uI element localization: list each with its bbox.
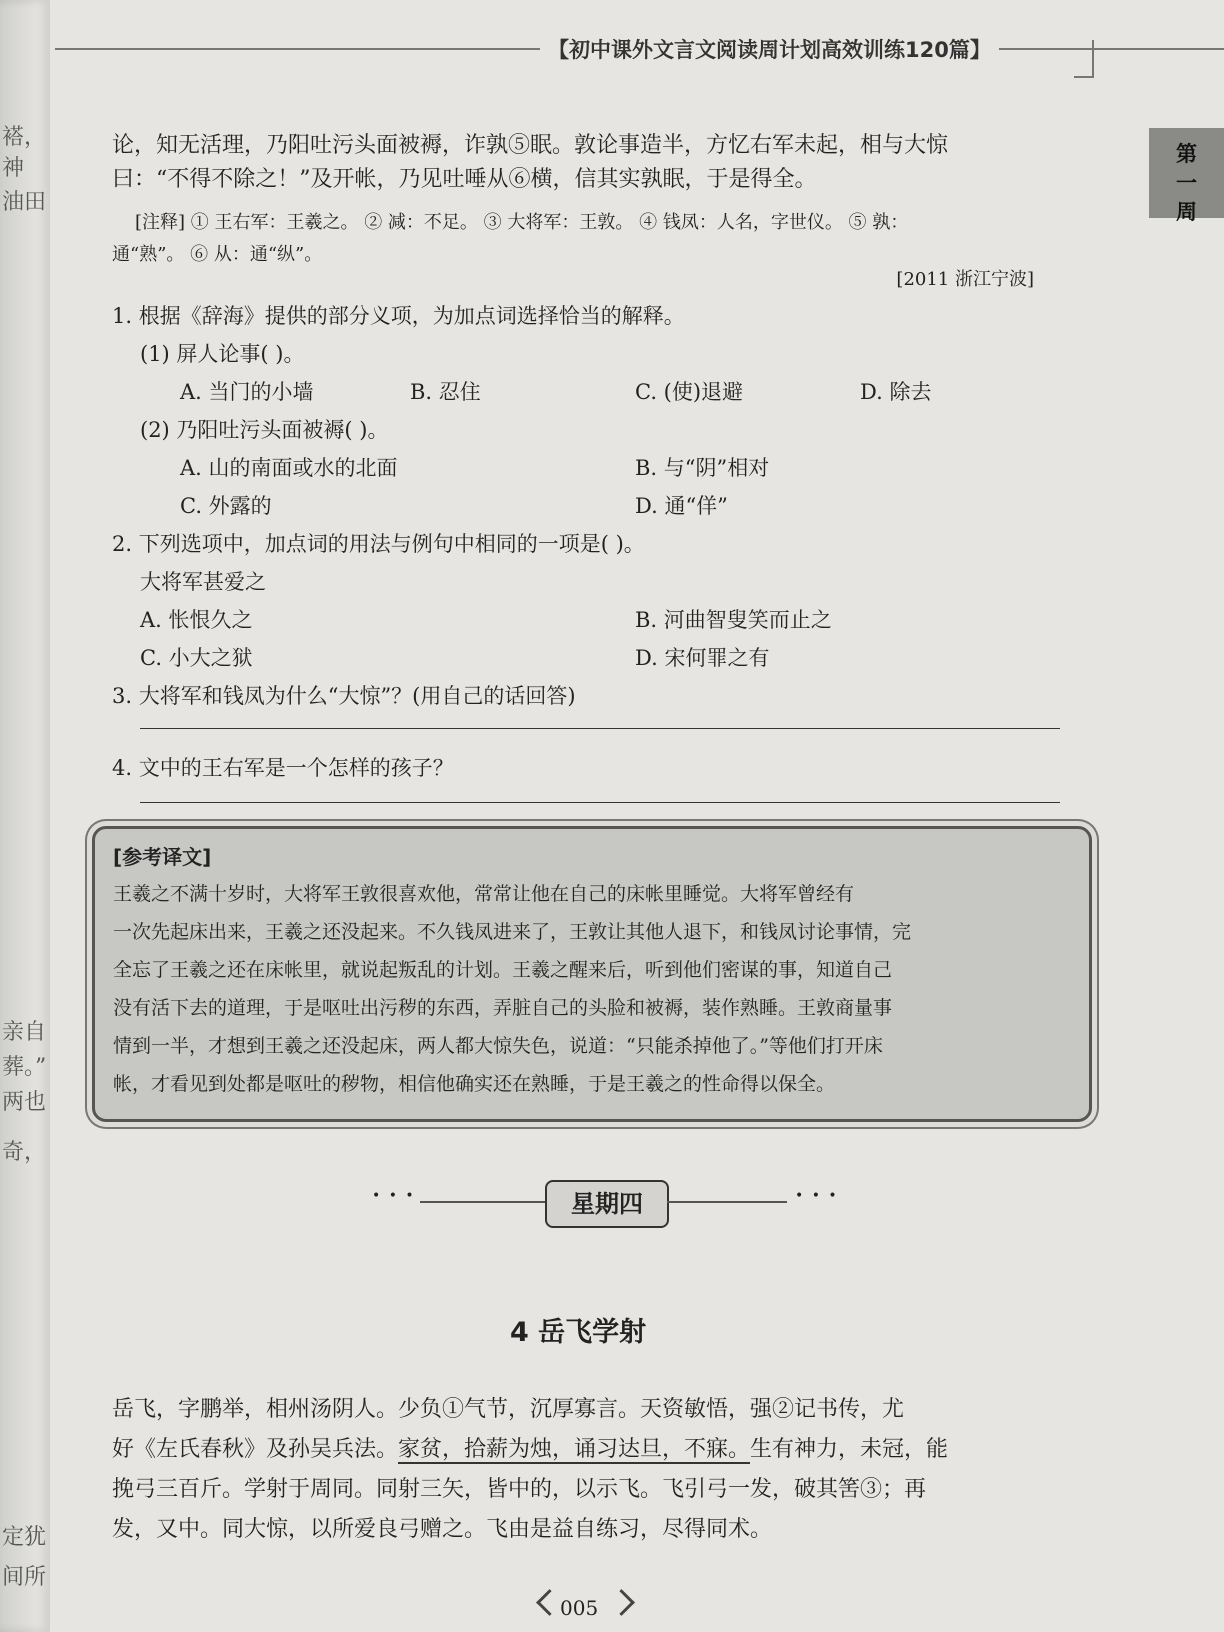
left-margin-text: 奇， — [2, 1140, 47, 1165]
option: C. 小大之狱 — [140, 646, 253, 670]
question-1-sub1: (1) 屏人论事( )。 — [140, 342, 305, 366]
passage-line: 曰：“不得不除之！”及开帐，乃见吐唾从⑥横，信其实孰眠，于是得全。 — [112, 167, 817, 192]
left-margin-text: 油田 — [2, 190, 47, 215]
story-title: 4 岳飞学射 — [510, 1317, 647, 1348]
option: B. 忍住 — [410, 380, 481, 404]
reference-translation-box — [92, 826, 1092, 1122]
story-line: 挽弓三百斤。学射于周同。同射三矢，皆中的，以示飞。飞引弓一发，破其筈③；再 — [112, 1477, 927, 1502]
answer-line[interactable] — [140, 802, 1060, 803]
question-4-stem: 4. 文中的王右军是一个怎样的孩子？ — [112, 756, 454, 780]
day-dots-right: • • • — [795, 1188, 839, 1204]
day-divider-left — [420, 1201, 545, 1203]
week-tab — [1149, 128, 1224, 224]
reference-title: [参考译文] — [113, 845, 212, 869]
passage-line: 论，知无活理，乃阳吐污头面被褥，诈孰⑤眠。敦论事造半，方忆右军未起，相与大惊 — [112, 133, 949, 158]
reference-line: 一次先起床出来，王羲之还没起来。不久钱凤进来了，王敦让其他人退下，和钱凤讨论事情，完 — [113, 921, 912, 943]
left-margin-text: 亲自 — [2, 1020, 47, 1045]
left-margin-text: 间所 — [2, 1565, 47, 1590]
day-divider-right — [667, 1201, 787, 1203]
source-citation: [2011 浙江宁波] — [896, 269, 1034, 290]
left-page-edge — [0, 0, 50, 1632]
week-tab-char: 第 — [1176, 142, 1197, 166]
left-margin-text: 两也 — [2, 1090, 47, 1115]
reference-line: 全忘了王羲之还在床帐里，就说起叛乱的计划。王羲之醒来后，听到他们密谋的事，知道自己 — [113, 959, 893, 981]
page-number: 005 — [560, 1596, 599, 1620]
question-2-stem: 2. 下列选项中，加点词的用法与例句中相同的一项是( )。 — [112, 532, 645, 556]
day-label: 星期四 — [545, 1180, 669, 1228]
day-dots-left: • • • — [372, 1188, 416, 1204]
header-ornament — [1074, 40, 1094, 78]
option: D. 宋何罪之有 — [635, 646, 770, 670]
option: C. 外露的 — [180, 494, 272, 518]
story-text: 好《左氏春秋》及孙吴兵法。 — [112, 1437, 399, 1462]
reference-line: 没有活下去的道理，于是呕吐出污秽的东西，弄脏自己的头脸和被褥，装作熟睡。王敦商量事 — [113, 997, 893, 1019]
reference-line: 帐，才看见到处都是呕吐的秽物，相信他确实还在熟睡，于是王羲之的性命得以保全。 — [113, 1073, 836, 1095]
header-title: 【初中课外文言文阅读周计划高效训练120篇】 — [540, 34, 999, 64]
option: B. 与“阴”相对 — [635, 456, 770, 480]
reference-line: 王羲之不满十岁时，大将军王敦很喜欢他，常常让他在自己的床帐里睡觉。大将军曾经有 — [113, 883, 855, 905]
option: D. 除去 — [860, 380, 932, 404]
option: D. 通“佯” — [635, 494, 728, 518]
option: B. 河曲智叟笑而止之 — [635, 608, 832, 632]
story-line: 发，又中。同大惊，以所爱良弓赠之。飞由是益自练习，尽得同术。 — [112, 1517, 773, 1542]
chevron-right-icon — [608, 1589, 635, 1616]
left-margin-text: 定犹 — [2, 1525, 47, 1550]
story-line — [112, 1432, 948, 1463]
answer-line[interactable] — [140, 728, 1060, 729]
option: A. 山的南面或水的北面 — [180, 456, 398, 480]
left-margin-text: 葬。” — [2, 1055, 47, 1080]
question-2-example: 大将军甚爱之 — [140, 570, 266, 594]
option: C. (使)退避 — [635, 380, 744, 404]
week-tab-char: 周 — [1176, 200, 1197, 224]
notes-line: [注释] ① 王右军：王羲之。 ② 减：不足。 ③ 大将军：王敦。 ④ 钱凤：人名，字世仪。 ⑤ 孰： — [135, 212, 909, 233]
reference-line: 情到一半，才想到王羲之还没起床，两人都大惊失色，说道：“只能杀掉他了。”等他们打开床 — [113, 1035, 883, 1057]
story-text: 生有神力，未冠，能 — [750, 1437, 949, 1462]
question-3-stem: 3. 大将军和钱凤为什么“大惊”？(用自己的话回答) — [112, 684, 576, 708]
story-line: 岳飞，字鹏举，相州汤阴人。少负①气节，沉厚寡言。天资敏悟，强②记书传，尤 — [112, 1397, 905, 1422]
chevron-left-icon — [536, 1589, 563, 1616]
underlined-sentence: 家贫，拾薪为烛，诵习达旦，不寐。 — [398, 1437, 751, 1462]
question-1-sub2: (2) 乃阳吐污头面被褥( )。 — [140, 418, 389, 442]
left-margin-text: 褡，神 — [2, 125, 47, 181]
option: A. 怅恨久之 — [140, 608, 253, 632]
option: A. 当门的小墙 — [180, 380, 314, 404]
notes-line: 通“熟”。 ⑥ 从：通“纵”。 — [112, 244, 323, 265]
week-tab-char: 一 — [1176, 171, 1197, 195]
question-1-stem: 1. 根据《辞海》提供的部分义项，为加点词选择恰当的解释。 — [112, 304, 685, 328]
